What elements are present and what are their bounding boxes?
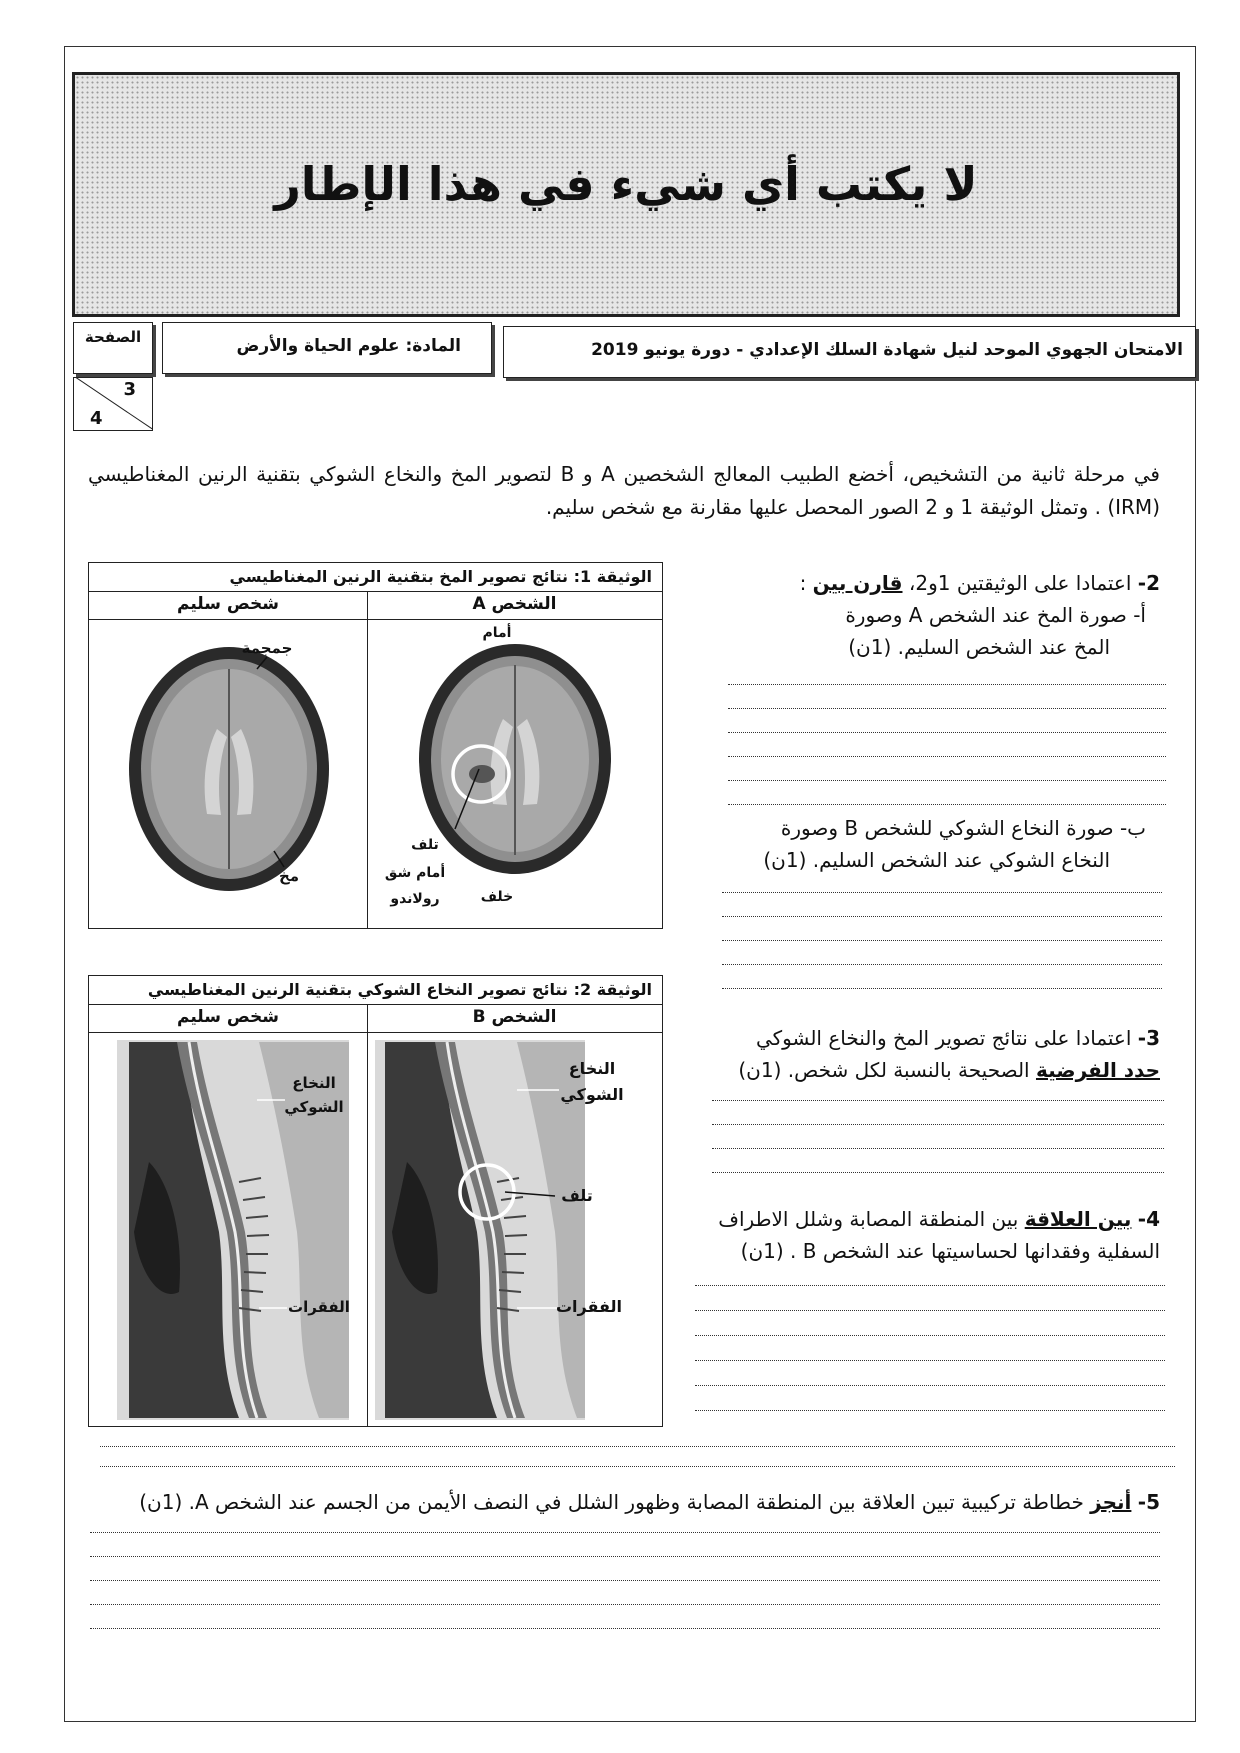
doc1-title: الوثيقة 1: نتائج تصوير المخ بتقنية الرنين المغناطيسي (89, 563, 662, 592)
q3-text1: اعتمادا على نتائج تصوير المخ والنخاع الشوكي (755, 1026, 1132, 1050)
page-number-divider (76, 377, 153, 431)
doc2-col-person-b: الشخص B (367, 1004, 662, 1033)
answer-line[interactable] (695, 1285, 1165, 1286)
healthy-label-cord-2: الشوكي (284, 1098, 344, 1116)
answer-line[interactable] (90, 1580, 1160, 1581)
answer-line[interactable] (728, 804, 1166, 805)
q4-number: 4- (1137, 1207, 1160, 1231)
answer-line[interactable] (695, 1310, 1165, 1311)
q4-verb: بين العلاقة (1024, 1207, 1132, 1231)
q2-b-line1: ب- صورة النخاع الشوكي للشخص B وصورة (780, 816, 1146, 840)
answer-line[interactable] (722, 940, 1162, 941)
page-current: 3 (123, 379, 136, 400)
answer-line[interactable] (695, 1385, 1165, 1386)
intro-paragraph: في مرحلة ثانية من التشخيص، أخضع الطبيب المعالج الشخصين A و B لتصوير المخ والنخاع الشوكي بتقنية الرنين المغناطيسي (IRM) . وتمثل الوثيقة 1 و 2 الصور المحصل عليها مقارنة مع شخص سليم. (88, 462, 1160, 519)
answer-line[interactable] (728, 684, 1166, 685)
label-front-rolando-1: أمام شق (384, 865, 446, 881)
answer-line[interactable] (722, 916, 1162, 917)
person-b-spine-mri (367, 1032, 662, 1426)
answer-line[interactable] (728, 708, 1166, 709)
healthy-spine-mri (89, 1032, 367, 1426)
q2-number: 2- (1137, 571, 1160, 595)
q3-verb: حدد الفرضية (1035, 1058, 1160, 1082)
q3-number: 3- (1137, 1026, 1160, 1050)
q4-line1 (660, 1203, 1160, 1235)
doc1-col-healthy: شخص سليم (89, 591, 367, 620)
q2-verb: قارن بين (812, 571, 903, 595)
doc2-col-healthy: شخص سليم (89, 1004, 367, 1033)
q4-rest1: بين المنطقة المصابة وشلل الاطراف (718, 1207, 1019, 1231)
q3-line2 (660, 1054, 1160, 1086)
answer-line[interactable] (695, 1335, 1165, 1336)
personb-label-cord-2: الشوكي (560, 1085, 624, 1104)
subject-box (162, 322, 492, 374)
personb-label-cord-1: النخاع (568, 1059, 616, 1078)
answer-line[interactable] (722, 988, 1162, 989)
q4-line2: السفلية وفقدانها لحساسيتها عند الشخص B . (1ن) (740, 1239, 1160, 1263)
question-4 (660, 1203, 1160, 1267)
q2-lead: اعتمادا على الوثيقتين 1و2، (908, 571, 1132, 595)
q2-stem (700, 567, 1160, 599)
document-2 (88, 975, 663, 1427)
answer-line[interactable] (695, 1410, 1165, 1411)
page-total: 4 (90, 408, 103, 429)
answer-line[interactable] (100, 1446, 1175, 1447)
answer-line[interactable] (90, 1628, 1160, 1629)
label-back: خلف (480, 889, 514, 905)
label-brain: مخ (278, 867, 300, 885)
label-front: أمام (482, 625, 512, 641)
page-number-box (73, 377, 153, 431)
exam-title-box (503, 326, 1196, 378)
q5-rest: خطاطة تركيبية تبين العلاقة بين المنطقة المصابة وظهور الشلل في النصف الأيمن من الجسم عند الشخص A. (1ن) (139, 1490, 1084, 1514)
answer-line[interactable] (722, 892, 1162, 893)
document-1 (88, 562, 663, 929)
question-5 (70, 1486, 1160, 1518)
healthy-label-cord-1: النخاع (292, 1074, 336, 1092)
answer-line[interactable] (728, 780, 1166, 781)
healthy-label-vertebrae: الفقرات (288, 1298, 350, 1316)
answer-line[interactable] (695, 1360, 1165, 1361)
answer-line[interactable] (90, 1556, 1160, 1557)
exam-title: الامتحان الجهوي الموحد لنيل شهادة السلك الإعدادي - دورة يونيو 2019 (591, 340, 1183, 360)
answer-line[interactable] (712, 1124, 1164, 1125)
q3-rest: الصحيحة بالنسبة لكل شخص. (1ن) (738, 1058, 1030, 1082)
healthy-brain-mri (89, 619, 367, 928)
doc1-col-person-a: الشخص A (367, 591, 662, 620)
answer-line[interactable] (728, 732, 1166, 733)
answer-line[interactable] (728, 756, 1166, 757)
subject-label: المادة: علوم الحياة والأرض (236, 336, 461, 356)
answer-line[interactable] (90, 1532, 1160, 1533)
answer-line[interactable] (722, 964, 1162, 965)
page-label-box (73, 322, 153, 374)
page-label: الصفحة (84, 328, 142, 346)
label-front-rolando-2: رولاندو (390, 891, 440, 907)
q2-a-line2: المخ عند الشخص السليم. (1ن) (848, 635, 1110, 659)
question-2 (700, 567, 1160, 663)
label-lesion-brain: تلف (411, 837, 439, 853)
q5-number: 5- (1137, 1490, 1160, 1514)
label-skull: جمجمة (241, 639, 293, 657)
q3-line1 (660, 1022, 1160, 1054)
answer-line[interactable] (712, 1148, 1164, 1149)
q2-b-line2: النخاع الشوكي عند الشخص السليم. (1ن) (763, 848, 1110, 872)
question-2b (700, 812, 1160, 876)
doc2-title: الوثيقة 2: نتائج تصوير النخاع الشوكي بتقنية الرنين المغناطيسي (89, 976, 662, 1005)
q2-a-line1: أ- صورة المخ عند الشخص A وصورة (845, 603, 1146, 627)
answer-line[interactable] (100, 1466, 1175, 1467)
personb-label-lesion: تلف (561, 1186, 593, 1205)
no-write-box (72, 72, 1180, 317)
no-write-banner: لا يكتب أي شيء في هذا الإطار (274, 157, 978, 211)
answer-line[interactable] (712, 1172, 1164, 1173)
personb-label-vertebrae: الفقرات (555, 1297, 623, 1316)
q5-verb: أنجز (1090, 1490, 1132, 1514)
q2-after: : (799, 571, 807, 595)
person-a-brain-mri (367, 619, 662, 928)
answer-line[interactable] (712, 1100, 1164, 1101)
answer-line[interactable] (90, 1604, 1160, 1605)
question-3 (660, 1022, 1160, 1086)
